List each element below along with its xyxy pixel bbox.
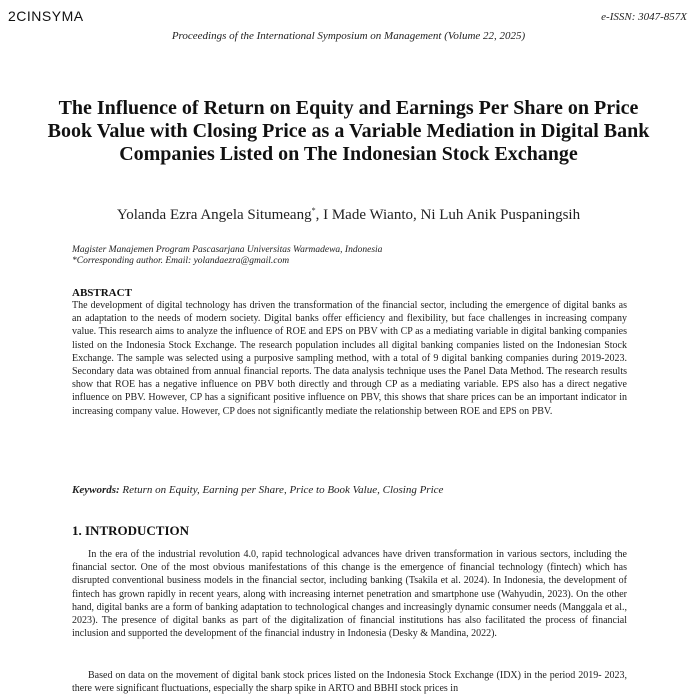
intro-paragraph-2: Based on data on the movement of digital bank stock prices listed on the Indonesia Stock Exchange (IDX) in the period 2019- 2023, there were significant fluctuations, especially the sharp spike in ARTO and BBHI stock prices in [72, 670, 627, 695]
issn-label: e-ISSN: 3047-857X [601, 11, 687, 23]
insyma-logo: 2CINSYMA [8, 8, 84, 24]
abstract-heading: ABSTRACT [72, 287, 132, 299]
proceedings-header: Proceedings of the International Symposium on Management (Volume 22, 2025) [171, 30, 526, 42]
section-heading-introduction: 1. INTRODUCTION [72, 523, 190, 538]
paper-title: The Influence of Return on Equity and Earnings Per Share on Price Book Value with Closing Price as a Variable Mediation in Digital Bank Companies Listed on The Indonesian Stock Exchange [47, 97, 650, 165]
abstract-text: The development of digital technology has driven the transformation of the financial sector, including the emergence of digital banks as an adaptation to the needs of modern society. Digital banks offer efficiency and flexibility, but face challenges in increasing company value. This research aims to analyze the influence of ROE and EPS on PBV with CP as a mediating variable in digital banking companies listed on the Indonesia Stock Exchange. The research population includes all digital banking companies listed on the Indonesian Stock Exchange. The sample was selected using a purposive sampling method, with a total of 9 digital banking companies during 2019-2023. Secondary data was obtained from annual financial reports. The data analysis technique uses the Panel Data Method. The research results show that ROE has a negative influence on PBV both directly and through CP as a mediating variable. EPS also has a direct negative influence on PBV. However, CP has a significant positive influence on PBV, this shows that share prices can be an important indicator in increasing company value. However, CP does not significantly mediate the relationship between ROE and EPS on PBV. [72, 300, 627, 417]
keywords-text: Return on Equity, Earning per Share, Price to Book Value, Closing Price [122, 484, 444, 496]
corresponding-mark: * [311, 206, 316, 215]
affiliation: Magister Manajemen Program Pascasarjana Universitas Warmadewa, Indonesia [72, 245, 383, 255]
keywords-line [72, 484, 443, 496]
keywords-label: Keywords: [72, 484, 120, 496]
first-author: Yolanda Ezra Angela Situmeang [116, 207, 312, 223]
other-authors: , I Made Wianto, Ni Luh Anik Puspaningsih [315, 207, 581, 223]
affiliation-block [72, 245, 382, 267]
intro-paragraph-1: In the era of the industrial revolution 4.0, rapid technological advances have driven transformation in various sectors, including the financial sector. One of the most obvious manifestations of this change is the emergence of financial technology (fintech) which has disrupted conventional business models in the financial sector, including banking (Tsakila et al. 2024). In Indonesia, the development of fintech has grown rapidly in recent years, along with increasing internet penetration and smartphone use (Wahyudin, 2023). On the other hand, digital banks are a form of banking adaptation to technological changes and increasingly dynamic consumer needs (Manggala et al., 2023). The presence of digital banks as part of the digitalization of financial institutions has also facilitated the process of financial inclusion and supported the development of the financial industry in Indonesia (Desky & Mandina, 2022). [72, 549, 627, 640]
corresponding-author: *Corresponding author. Email: yolandaezra@gmail.com [72, 256, 290, 266]
author-list [0, 206, 697, 224]
